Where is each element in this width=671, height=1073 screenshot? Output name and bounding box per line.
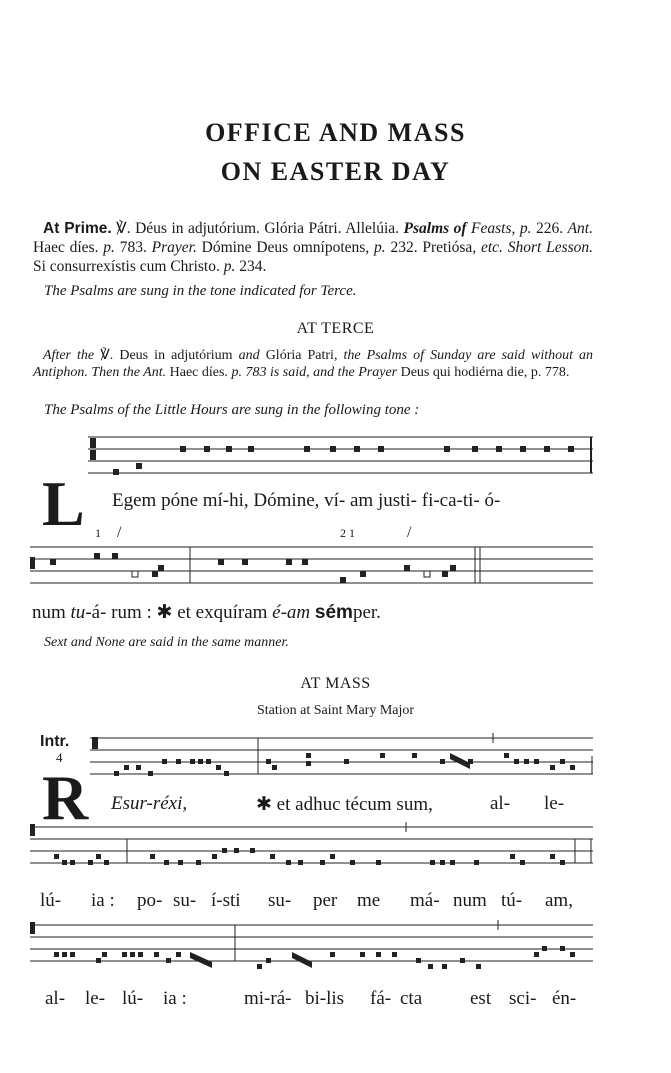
lyric-syllable: é-am <box>272 602 311 623</box>
lyric-syllable: má- <box>410 890 440 911</box>
lyric-syllable: est <box>470 988 492 1009</box>
prime-label: At Prime. <box>43 220 112 237</box>
title-line-1: OFFICE AND MASS <box>205 118 466 147</box>
lyric-syllable: su- <box>268 890 292 911</box>
prime-incipit: Déus in adjutórium. Glória Pátri. Allelúia. <box>135 220 400 237</box>
station-line: Station at Saint Mary Major <box>256 703 415 718</box>
after-label: After the <box>43 348 95 363</box>
page-ref: 232. <box>390 239 418 256</box>
lyric-syllable: fá- <box>370 988 392 1009</box>
lyric-syllable: su- <box>173 890 197 911</box>
prayer-text: Deus qui hodiérna die, p. 778. <box>400 365 570 380</box>
page-abbrev: p. <box>103 239 115 256</box>
ant-label: Ant. <box>567 220 593 237</box>
page-abbrev: p. <box>223 258 236 275</box>
lyric-syllable: sci- <box>509 988 537 1009</box>
page-abbrev: p. <box>374 239 386 256</box>
title-line-2: ON EASTER DAY <box>220 157 451 186</box>
etc-label: etc. <box>480 239 503 256</box>
introit-lyric-1c: al- <box>490 793 511 814</box>
lyric-syllable: ia : <box>91 890 115 911</box>
lesson-text: Si consurrexístis cum Christo. <box>33 258 220 275</box>
page-ref: 234. <box>239 258 267 275</box>
lyric-syllable: Esur-réxi, <box>111 793 188 814</box>
versicle-symbol: ℣. <box>100 348 114 363</box>
lyric-syllable: bi-lis <box>305 988 345 1009</box>
introit-staff-3 <box>30 920 593 970</box>
lyric-syllable: po- <box>137 890 163 911</box>
prayer-text: Dómine Deus omnípotens, <box>201 239 370 256</box>
lyric-syllable: num <box>32 602 66 623</box>
lyric-syllable: me <box>357 890 381 911</box>
psalms-of: Psalms of <box>403 220 467 237</box>
lyric-syllable: -á- rum : ✱ et exquíram <box>85 602 268 623</box>
psalms-sunday: the Psalms of Sunday <box>343 348 472 363</box>
page-ref: 783. <box>119 239 147 256</box>
introit-staff-1 <box>90 733 593 781</box>
lyric-syllable: lú- <box>40 890 62 911</box>
are-said-rubric: are said without an Antiphon. Then the Ant. <box>33 348 594 380</box>
lyric-syllable: am, <box>545 890 573 911</box>
ictus-mark: / <box>407 524 412 541</box>
accent-mark-2: 2 1 <box>340 526 355 540</box>
c-clef <box>90 438 96 448</box>
gloria-text: Glória Patri, <box>265 348 338 363</box>
psalm-tone-staff-2 <box>30 542 593 592</box>
short-lesson-label: Short Lesson. <box>507 239 594 256</box>
feasts-ref: Feasts, p. <box>471 220 532 237</box>
versicle-symbol: ℣. <box>116 220 131 237</box>
accent-mark-1: 1 <box>95 526 101 540</box>
mode-number: 4 <box>56 750 63 765</box>
lyric-syllable: mi-rá- <box>244 988 292 1009</box>
mass-heading: AT MASS <box>300 675 371 692</box>
antiphon-text: Haec díes. <box>33 239 99 256</box>
and-label: and <box>238 348 260 363</box>
is-said-rubric: is said, and <box>269 365 335 380</box>
ictus-mark: / <box>117 524 122 541</box>
lyric-syllable: cta <box>400 988 423 1009</box>
drop-cap-L: L <box>42 468 85 539</box>
sext-none-note: Sext and None are said in the same manner. <box>44 635 289 650</box>
lyric-syllable: al- <box>45 988 66 1009</box>
lyric-syllable: lú- <box>122 988 144 1009</box>
lyric-syllable: én- <box>552 988 577 1009</box>
the-prayer-label: the Prayer <box>337 365 398 380</box>
chant1-lyrics-line1: Egem póne mí-hi, Dómine, ví- am justi- fi-ca-ti- ó- <box>112 490 501 511</box>
introit-lyric-1a <box>111 793 187 815</box>
terce-tone-note: The Psalms are sung in the tone indicated for Terce. <box>44 283 357 299</box>
lyric-syllable: tú- <box>501 890 523 911</box>
page-ref: 226. <box>535 220 564 237</box>
antiphon-text: Haec díes. <box>169 365 228 380</box>
pretiosa-text: Pretiósa, <box>422 239 477 256</box>
little-hours-note: The Psalms of the Little Hours are sung in the following tone : <box>44 402 420 418</box>
lyric-syllable: per <box>313 890 338 911</box>
page-ref: p. 783 <box>231 365 267 380</box>
lyric-syllable: sém <box>314 602 353 623</box>
drop-cap-R: R <box>42 762 89 833</box>
terce-heading: AT TERCE <box>296 320 375 337</box>
lyric-syllable: í-sti <box>211 890 241 911</box>
introit-staff-2 <box>30 822 593 870</box>
introit-lyric-1d: le- <box>544 793 565 814</box>
chant1-lyrics-line2 <box>32 601 381 624</box>
introit-lyric-1b: ✱ et adhuc técum sum, <box>256 794 433 815</box>
lyric-syllable: per. <box>352 602 381 623</box>
terce-paragraph <box>33 347 593 381</box>
prayer-label: Prayer. <box>151 239 197 256</box>
lyric-syllable: ia : <box>163 988 187 1009</box>
lyric-syllable: tu <box>70 602 86 623</box>
introit-label: Intr. <box>40 733 70 750</box>
deus-text: Deus in adjutórium <box>119 348 233 363</box>
lyric-syllable: num <box>453 890 487 911</box>
prime-paragraph <box>33 219 593 276</box>
lyric-syllable: le- <box>85 988 106 1009</box>
psalm-tone-staff-1 <box>88 432 593 482</box>
